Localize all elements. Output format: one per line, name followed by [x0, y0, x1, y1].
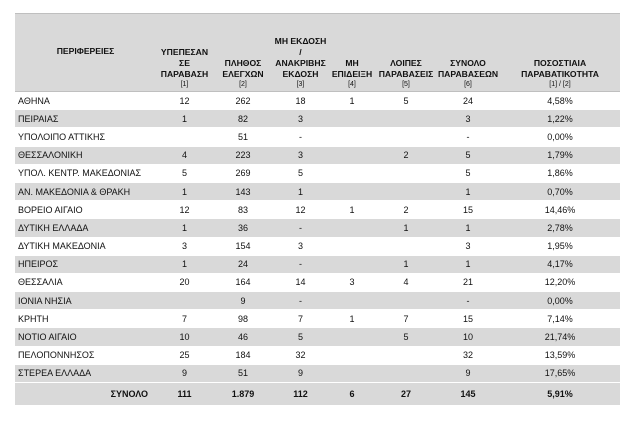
cell-checks: 24 [213, 255, 273, 273]
cell-pct: 1,79% [500, 146, 620, 164]
cell-total: 1 [436, 219, 500, 237]
cell-violators: 10 [156, 328, 213, 346]
column-header-6 [436, 14, 500, 92]
cell-total: 32 [436, 346, 500, 364]
cell-violators: 4 [156, 146, 213, 164]
cell-checks: 154 [213, 237, 273, 255]
cell-other [376, 110, 436, 128]
cell-total: 9 [436, 364, 500, 382]
table-row [15, 255, 620, 273]
cell-region: ΑΝ. ΜΑΚΕΔΟΝΙΑ & ΘΡΑΚΗ [15, 182, 156, 200]
cell-no-show: 1 [328, 201, 376, 219]
cell-total: 24 [436, 92, 500, 110]
cell-no-show: 1 [328, 92, 376, 110]
cell-violators [156, 292, 213, 310]
totals-no-issue: 112 [273, 383, 328, 406]
cell-violators [156, 128, 213, 146]
cell-pct: 0,00% [500, 128, 620, 146]
cell-pct: 2,78% [500, 219, 620, 237]
column-header-code: [5] [402, 81, 410, 88]
table-row [15, 164, 620, 182]
cell-pct: 17,65% [500, 364, 620, 382]
cell-no-issue: 14 [273, 273, 328, 291]
cell-no-show [328, 255, 376, 273]
table-row [15, 110, 620, 128]
cell-region: ΔΥΤΙΚΗ ΜΑΚΕΔΟΝΙΑ [15, 237, 156, 255]
cell-region: ΘΕΣΣΑΛΙΑ [15, 273, 156, 291]
cell-region: ΥΠΟΛΟΙΠΟ ΑΤΤΙΚΗΣ [15, 128, 156, 146]
cell-checks: 223 [213, 146, 273, 164]
cell-total: - [436, 292, 500, 310]
cell-other [376, 364, 436, 382]
table-row [15, 364, 620, 382]
table-row [15, 346, 620, 364]
cell-total: 3 [436, 110, 500, 128]
cell-pct: 0,70% [500, 182, 620, 200]
table-row [15, 292, 620, 310]
totals-no-show: 6 [328, 383, 376, 406]
cell-checks: 269 [213, 164, 273, 182]
cell-no-issue: 9 [273, 364, 328, 382]
cell-other: 2 [376, 201, 436, 219]
cell-violators: 1 [156, 219, 213, 237]
table-row [15, 128, 620, 146]
column-header-code: [1] / [2] [549, 81, 571, 88]
table-row [15, 146, 620, 164]
cell-other: 1 [376, 219, 436, 237]
cell-violators: 7 [156, 310, 213, 328]
table-row [15, 328, 620, 346]
column-header-7 [500, 14, 620, 92]
column-header-code: [1] [180, 81, 189, 88]
cell-no-show [328, 110, 376, 128]
cell-total: 1 [436, 182, 500, 200]
table-row [15, 201, 620, 219]
cell-no-show [328, 164, 376, 182]
totals-total: 145 [436, 383, 500, 406]
cell-checks: 46 [213, 328, 273, 346]
cell-violators: 1 [156, 182, 213, 200]
cell-region: ΑΘΗΝΑ [15, 92, 156, 110]
column-header-2 [213, 14, 273, 92]
cell-no-issue: - [273, 219, 328, 237]
cell-other: 5 [376, 92, 436, 110]
cell-checks: 83 [213, 201, 273, 219]
cell-no-show [328, 128, 376, 146]
cell-no-issue: 3 [273, 110, 328, 128]
cell-total: 21 [436, 273, 500, 291]
table-row [15, 182, 620, 200]
cell-checks: 98 [213, 310, 273, 328]
column-header-3 [273, 14, 328, 92]
cell-violators: 25 [156, 346, 213, 364]
cell-checks: 82 [213, 110, 273, 128]
cell-no-issue: 32 [273, 346, 328, 364]
cell-checks: 51 [213, 364, 273, 382]
table-header [15, 14, 620, 92]
cell-no-show [328, 237, 376, 255]
cell-no-issue: 3 [273, 146, 328, 164]
cell-total: 10 [436, 328, 500, 346]
violations-table-container [15, 13, 620, 405]
cell-pct: 4,58% [500, 92, 620, 110]
table-footer [15, 383, 620, 406]
cell-other: 2 [376, 146, 436, 164]
column-header-5 [376, 14, 436, 92]
cell-total: - [436, 128, 500, 146]
cell-other: 5 [376, 328, 436, 346]
cell-pct: 12,20% [500, 273, 620, 291]
totals-label: ΣΥΝΟΛΟ [15, 383, 156, 406]
column-header-label: ΠΟΣΟΣΤΙΑΙΑ ΠΑΡΑΒΑΤΙΚΟΤΗΤΑ [521, 58, 599, 79]
cell-total: 15 [436, 201, 500, 219]
cell-region: ΔΥΤΙΚΗ ΕΛΛΑΔΑ [15, 219, 156, 237]
column-header-code: [4] [348, 81, 356, 88]
cell-pct: 1,86% [500, 164, 620, 182]
cell-no-issue: 3 [273, 237, 328, 255]
cell-other: 1 [376, 255, 436, 273]
cell-no-show [328, 328, 376, 346]
cell-other [376, 292, 436, 310]
cell-violators: 3 [156, 237, 213, 255]
column-header-label: ΠΕΡΙΦΕΡΕΙΕΣ [56, 46, 115, 56]
column-header-4 [328, 14, 376, 92]
totals-other: 27 [376, 383, 436, 406]
cell-region: ΘΕΣΣΑΛΟΝΙΚΗ [15, 146, 156, 164]
totals-row [15, 383, 620, 406]
column-header-code: [2] [239, 81, 247, 88]
cell-total: 5 [436, 164, 500, 182]
cell-other [376, 164, 436, 182]
cell-checks: 51 [213, 128, 273, 146]
cell-no-issue: - [273, 292, 328, 310]
column-header-1 [156, 14, 213, 92]
column-header-label: ΛΟΙΠΕΣ ΠΑΡΑΒΑΣΕΙΣ [378, 58, 434, 79]
table-row [15, 310, 620, 328]
cell-no-show [328, 146, 376, 164]
cell-region: ΚΡΗΤΗ [15, 310, 156, 328]
column-header-code: [6] [464, 81, 472, 88]
cell-checks: 36 [213, 219, 273, 237]
cell-no-issue: 12 [273, 201, 328, 219]
cell-violators: 1 [156, 255, 213, 273]
cell-region: ΣΤΕΡΕΑ ΕΛΛΑΔΑ [15, 364, 156, 382]
column-header-label: ΜΗ ΕΚΔΟΣΗ / ΑΝΑΚΡΙΒΗΣ ΕΚΔΟΣΗ [274, 36, 327, 79]
cell-no-show: 3 [328, 273, 376, 291]
cell-other [376, 128, 436, 146]
cell-checks: 164 [213, 273, 273, 291]
table-row [15, 219, 620, 237]
column-header-label: ΣΥΝΟΛΟ ΠΑΡΑΒΑΣΕΩΝ [437, 58, 499, 79]
violations-table [15, 13, 620, 405]
totals-checks: 1.879 [213, 383, 273, 406]
column-header-label: ΠΛΗΘΟΣ ΕΛΕΓΧΩΝ [222, 58, 264, 79]
cell-other [376, 237, 436, 255]
cell-region: ΠΕΛΟΠΟΝΝΗΣΟΣ [15, 346, 156, 364]
cell-no-issue: 18 [273, 92, 328, 110]
cell-region: ΗΠΕΙΡΟΣ [15, 255, 156, 273]
cell-pct: 14,46% [500, 201, 620, 219]
cell-no-show [328, 346, 376, 364]
cell-total: 5 [436, 146, 500, 164]
column-header-code: [3] [296, 81, 305, 88]
cell-region: ΒΟΡΕΙΟ ΑΙΓΑΙΟ [15, 201, 156, 219]
cell-region: ΠΕΙΡΑΙΑΣ [15, 110, 156, 128]
cell-violators: 1 [156, 110, 213, 128]
cell-other: 4 [376, 273, 436, 291]
table-row [15, 237, 620, 255]
cell-region: ΝΟΤΙΟ ΑΙΓΑΙΟ [15, 328, 156, 346]
cell-no-show [328, 364, 376, 382]
cell-no-show [328, 219, 376, 237]
cell-region: ΙΟΝΙΑ ΝΗΣΙΑ [15, 292, 156, 310]
cell-pct: 1,95% [500, 237, 620, 255]
cell-other [376, 182, 436, 200]
cell-no-issue: - [273, 255, 328, 273]
cell-no-issue: 5 [273, 164, 328, 182]
cell-violators: 20 [156, 273, 213, 291]
cell-violators: 5 [156, 164, 213, 182]
cell-no-issue: 1 [273, 182, 328, 200]
cell-no-issue: - [273, 128, 328, 146]
cell-no-issue: 5 [273, 328, 328, 346]
cell-no-show: 1 [328, 310, 376, 328]
cell-pct: 0,00% [500, 292, 620, 310]
cell-other: 7 [376, 310, 436, 328]
cell-checks: 262 [213, 92, 273, 110]
column-header-label: ΜΗ ΕΠΙΔΕΙΞΗ [331, 58, 373, 79]
table-row [15, 92, 620, 110]
cell-pct: 4,17% [500, 255, 620, 273]
cell-total: 1 [436, 255, 500, 273]
cell-total: 15 [436, 310, 500, 328]
cell-violators: 12 [156, 201, 213, 219]
cell-pct: 1,22% [500, 110, 620, 128]
table-row [15, 273, 620, 291]
cell-no-issue: 7 [273, 310, 328, 328]
cell-pct: 7,14% [500, 310, 620, 328]
column-header-label: ΥΠΕΠΕΣΑΝ ΣΕ ΠΑΡΑΒΑΣΗ [160, 47, 209, 79]
cell-violators: 9 [156, 364, 213, 382]
cell-pct: 13,59% [500, 346, 620, 364]
cell-violators: 12 [156, 92, 213, 110]
cell-no-show [328, 182, 376, 200]
totals-violators: 111 [156, 383, 213, 406]
cell-other [376, 346, 436, 364]
column-header-0 [15, 14, 156, 92]
cell-checks: 143 [213, 182, 273, 200]
totals-pct: 5,91% [500, 383, 620, 406]
cell-checks: 184 [213, 346, 273, 364]
cell-checks: 9 [213, 292, 273, 310]
cell-pct: 21,74% [500, 328, 620, 346]
cell-region: ΥΠΟΛ. ΚΕΝΤΡ. ΜΑΚΕΔΟΝΙΑΣ [15, 164, 156, 182]
table-body [15, 92, 620, 383]
cell-total: 3 [436, 237, 500, 255]
cell-no-show [328, 292, 376, 310]
